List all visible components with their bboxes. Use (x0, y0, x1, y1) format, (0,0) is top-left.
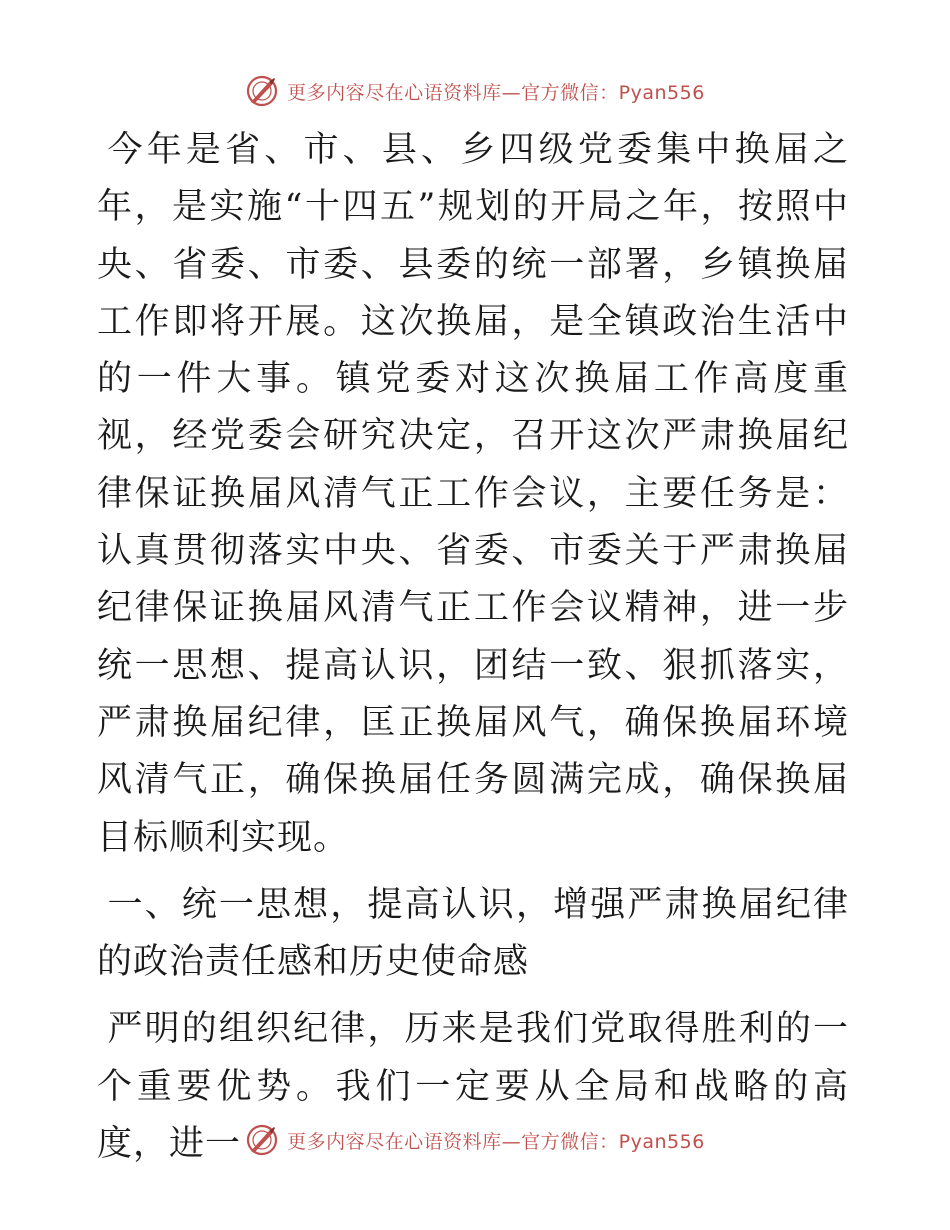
document-body (97, 122, 849, 1173)
section-heading: 一、统一思想，提高认识，增强严肃换届纪律的政治责任感和历史使命感 (97, 884, 849, 983)
header-watermark (0, 74, 950, 108)
body-paragraph: 严明的组织纪律，历来是我们党取得胜利的一个重要优势。我们一定要从全局和战略的高度，进一 (97, 1009, 849, 1165)
watermark-text: 更多内容尽在心语资料库—官方微信：Pyan556 (287, 81, 705, 104)
quill-pen-seal-icon (245, 74, 279, 108)
footer-watermark (0, 1123, 950, 1157)
quill-pen-seal-icon (245, 1123, 279, 1157)
watermark-text: 更多内容尽在心语资料库—官方微信：Pyan556 (287, 1130, 705, 1153)
body-paragraph: 今年是省、市、县、乡四级党委集中换届之年，是实施“十四五”规划的开局之年，按照中央、省委、市委、县委的统一部署，乡镇换届工作即将开展。这次换届，是全镇政治生活中的一件大事。镇党委对这次换届工作高度重视，经党委会研究决定，召开这次严肃换届纪律保证换届风清气正工作会议，主要任务是：认真贯彻落实中央、省委、市委关于严肃换届纪律保证换届风清气正工作会议精神，进一步统一思想、提高认识，团结一致、狠抓落实，严肃换届纪律，匡正换届风气，确保换届环境风清气正，确保换届任务圆满完成，确保换届目标顺利实现。 (97, 130, 849, 858)
